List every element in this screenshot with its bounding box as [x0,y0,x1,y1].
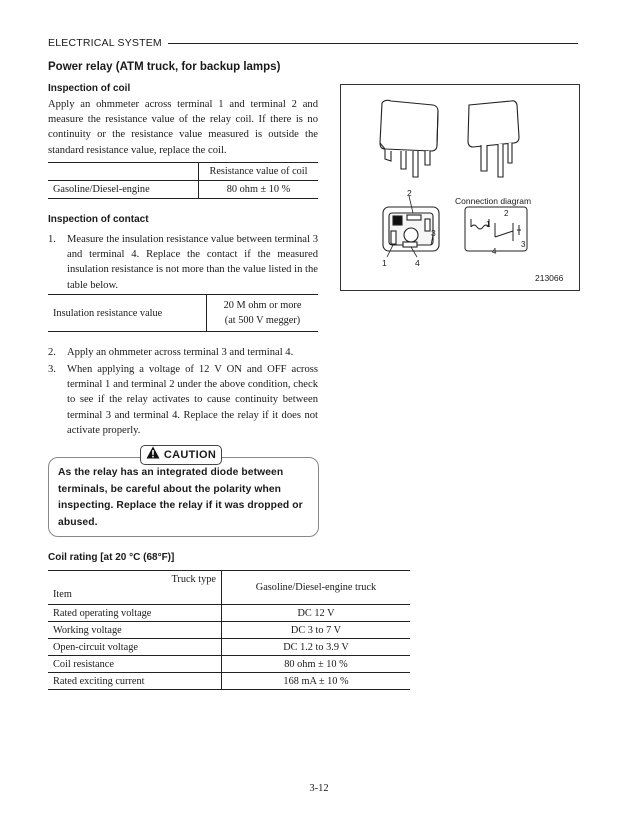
table-cell: Open-circuit voltage [48,639,222,656]
list-number: 1. [48,234,56,245]
table-header-cell: Resistance value of coil [199,163,319,181]
table-row [48,673,410,690]
table-header-cell [48,163,199,181]
table-row [48,656,410,673]
table-header-cell [48,571,222,605]
value-line: 20 M ohm or more [223,300,302,311]
table-cell: DC 12 V [222,605,411,622]
table-cell: Rated operating voltage [48,605,222,622]
table-cell: Working voltage [48,622,222,639]
table-cell: 80 ohm ± 10 % [226,184,291,195]
figure-number: 213066 [535,273,564,283]
connection-diagram [465,207,527,251]
terminal-label-3: 3 [431,228,436,238]
table-cell: 168 mA ± 10 % [222,673,411,690]
coil-rating-heading: Coil rating [at 20 °C (68°F)] [48,552,175,563]
item-label: Item [53,589,72,600]
table-row [48,639,410,656]
relay-figure [340,84,580,291]
page-title: Power relay (ATM truck, for backup lamps) [48,61,281,73]
relay-body-left [380,100,438,151]
list-text: Apply an ohmmeter across terminal 3 and terminal 4. [67,347,294,358]
truck-type-label: Truck type [171,574,216,585]
list-item [48,345,318,360]
connection-diagram-label: Connection diagram [455,196,532,206]
list-number: 2. [48,347,56,358]
table-row [48,622,410,639]
terminal-label-1: 1 [382,258,387,268]
caution-badge [140,445,222,465]
value-line: (at 500 V megger) [224,315,301,326]
coil-rating-table [48,570,410,690]
section-title: ELECTRICAL SYSTEM [48,37,162,49]
relay-body-right [468,101,519,147]
terminal-label-2: 2 [407,188,412,198]
table-cell-value [207,295,319,332]
cd-terminal-3: 3 [521,240,526,249]
relay-illustration [341,85,579,290]
cd-terminal-2: 2 [504,209,509,218]
contact-inspection-heading: Inspection of contact [48,214,149,225]
page-number: 3-12 [309,783,329,794]
list-text: When applying a voltage of 12 V ON and OFF across terminal 1 and terminal 2 under the above condition, check to see if the relay activates to cause continuity between terminal 3 and terminal 4. Replace the relay if it does not activate properly. [67,364,318,436]
cd-terminal-4: 4 [492,247,497,256]
list-number: 3. [48,364,56,375]
coil-resistance-table [48,162,318,199]
list-text: Measure the insulation resistance value between terminal 3 and terminal 4. Replace the contact if the measured insulation resistance is not more than the value listed in the table below. [67,234,318,291]
table-cell: Coil resistance [48,656,222,673]
cd-terminal-1: 1 [486,220,491,229]
caution-label: CAUTION [163,449,217,461]
insulation-table [48,294,318,332]
header-rule [168,43,578,44]
page-header [48,37,578,51]
list-item [48,232,318,293]
list-item [48,362,318,438]
table-cell: DC 3 to 7 V [222,622,411,639]
table-cell: Gasoline/Diesel-engine [48,181,199,199]
terminal-label-4: 4 [415,258,420,268]
coil-inspection-heading: Inspection of coil [48,83,131,94]
table-cell: DC 1.2 to 3.9 V [222,639,411,656]
table-cell: Insulation resistance value [48,295,207,332]
table-header-cell: Gasoline/Diesel-engine truck [222,571,411,605]
coil-inspection-paragraph: Apply an ohmmeter across terminal 1 and terminal 2 and measure the resistance value of the relay coil. If there is no continuity or the resistance value measured is outside the standard resistance value, replace the coil. [48,99,318,156]
table-cell: Rated exciting current [48,673,222,690]
warning-icon [146,446,160,464]
table-row [48,605,410,622]
caution-text: As the relay has an integrated diode between terminals, be careful about the polarity when inspecting. Replace the relay if it was dropped or abused. [58,467,303,528]
table-cell: 80 ohm ± 10 % [222,656,411,673]
